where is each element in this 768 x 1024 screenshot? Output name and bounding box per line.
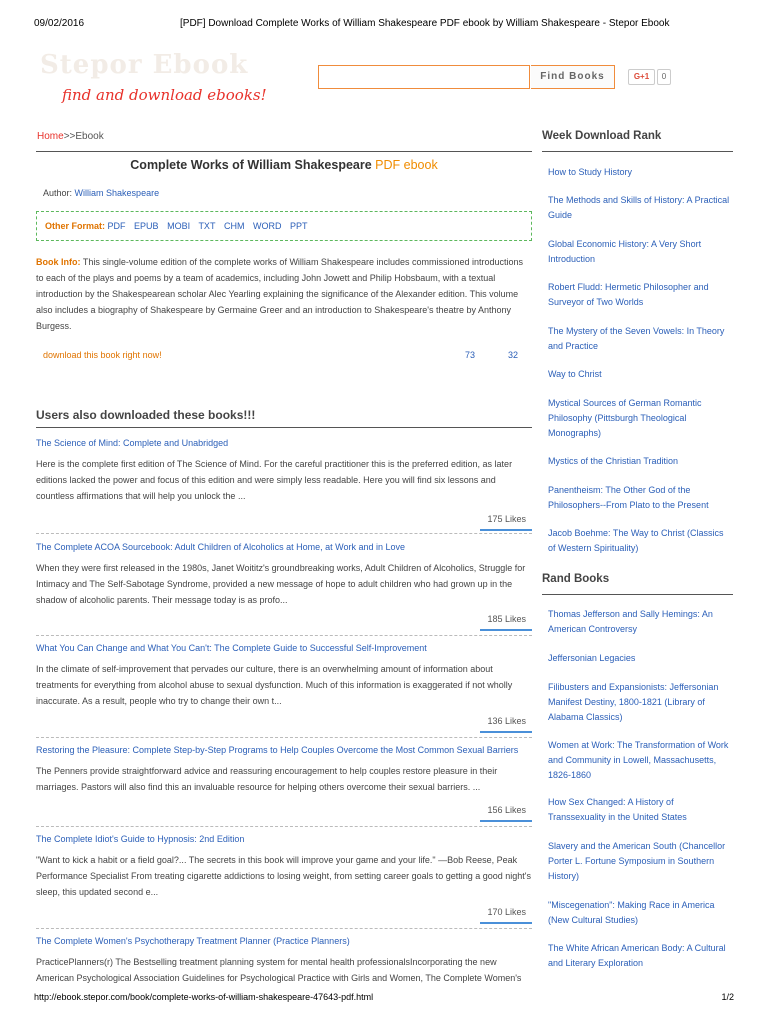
week-rank-item[interactable]: Mystical Sources of German Romantic Philosophy (Pittsburgh Theological Monographs) <box>548 398 702 438</box>
related-title-link[interactable]: What You Can Change and What You Can't: The Complete Guide to Successful Self-Improvement <box>36 643 427 653</box>
breadcrumb-home-link[interactable]: Home <box>37 131 64 142</box>
rand-books-heading: Rand Books <box>542 573 610 585</box>
format-pdf-link[interactable]: PDF <box>107 221 126 231</box>
divider <box>36 635 532 636</box>
related-description: "Want to kick a habit or a field goal?... The secrets in this book will improve your game and your life." —Bob Reese, Peak Performance Specialist From treating cigarette addictions to losing weight, from setting career goals to getting a good night's sleep, this updated second e... <box>36 855 531 897</box>
format-word-link[interactable]: WORD <box>252 221 282 231</box>
divider <box>542 151 733 152</box>
likes-count[interactable]: 170 Likes <box>480 907 532 924</box>
divider <box>36 826 532 827</box>
rand-book-item[interactable]: Women at Work: The Transformation of Work and Community in Lowell, Massachusetts, 1826-1860 <box>548 740 729 780</box>
related-heading: Users also downloaded these books!!! <box>36 408 256 422</box>
book-stat-1[interactable]: 73 <box>465 350 476 360</box>
search-input[interactable] <box>318 65 530 89</box>
breadcrumb-current: Ebook <box>75 131 104 142</box>
print-url: http://ebook.stepor.com/book/complete-works-of-william-shakespeare-47643-pdf.html <box>34 992 374 1002</box>
site-tagline: find and download ebooks! <box>62 86 267 104</box>
related-title-link[interactable]: The Complete Idiot's Guide to Hypnosis: 2nd Edition <box>36 834 245 844</box>
rand-book-item[interactable]: Slavery and the American South (Chancellor Porter L. Fortune Symposium in Southern History) <box>548 841 726 881</box>
related-title-link[interactable]: The Complete ACOA Sourcebook: Adult Children of Alcoholics at Home, at Work and in Love <box>36 542 406 552</box>
rand-book-item[interactable]: Jeffersonian Legacies <box>548 653 636 663</box>
rand-book-item[interactable]: Thomas Jefferson and Sally Hemings: An American Controversy <box>548 609 713 634</box>
print-date: 09/02/2016 <box>34 18 85 29</box>
likes-count[interactable]: 136 Likes <box>480 716 532 733</box>
related-title-link[interactable]: The Science of Mind: Complete and Unabridged <box>36 438 229 448</box>
rand-book-item[interactable]: Filibusters and Expansionists: Jeffersonian Manifest Destiny, 1800-1821 (Library of Alabama Classics) <box>548 682 719 722</box>
book-info-label: Book Info: <box>36 257 81 267</box>
divider <box>542 594 733 595</box>
find-books-button[interactable]: Find Books <box>531 65 615 89</box>
week-rank-item[interactable]: Jacob Boehme: The Way to Christ (Classics of Western Spirituality) <box>548 528 724 553</box>
download-link[interactable]: download this book right now! <box>43 350 162 360</box>
format-ppt-link[interactable]: PPT <box>289 221 308 231</box>
gplus-count: 0 <box>657 69 671 85</box>
author-label: Author: <box>43 188 73 198</box>
list-item <box>36 542 532 624</box>
divider <box>36 427 532 428</box>
format-epub-link[interactable]: EPUB <box>134 221 159 231</box>
rand-book-item[interactable]: How Sex Changed: A History of Transsexuality in the United States <box>548 797 687 822</box>
list-item <box>36 643 532 726</box>
related-title-link[interactable]: Restoring the Pleasure: Complete Step-by-Step Programs to Help Couples Overcome the Most Common Sexual Barriers <box>36 745 519 755</box>
format-txt-link[interactable]: TXT <box>198 221 216 231</box>
week-rank-item[interactable]: Global Economic History: A Very Short Introduction <box>548 239 702 264</box>
related-description: PracticePlanners(r) The Bestselling treatment planning system for mental health professionalsIncorporating the new American Psychological Association Guidelines for Psychological Practice with Girls and Women, The Complete Women's <box>36 957 522 983</box>
week-rank-item[interactable]: How to Study History <box>548 167 633 177</box>
week-rank-item[interactable]: Way to Christ <box>548 369 602 379</box>
related-description: The Penners provide straightforward advice and reassuring encouragement to help couples restore pleasure in their marriages. Pastors will also find this an invaluable resource for helping others overcome their sexual barriers. ... <box>36 766 498 792</box>
print-title: [PDF] Download Complete Works of William Shakespeare PDF ebook by William Shakespeare - Stepor Ebook <box>180 18 670 29</box>
related-description: When they were first released in the 1980s, Janet Woititz's groundbreaking works, Adult Children of Alcoholics, Struggle for Intimacy and The Self-Sabotage Syndrome, provided a new message of hope to adult children who had grown up in the shadow of alcoholic parents. Their message today is as profo... <box>36 563 526 605</box>
week-rank-item[interactable]: Panentheism: The Other God of the Philosophers--From Plato to the Present <box>548 485 709 510</box>
format-chm-link[interactable]: CHM <box>223 221 245 231</box>
list-item <box>36 438 532 524</box>
book-stat-2[interactable]: 32 <box>508 350 519 360</box>
book-info-text: This single-volume edition of the complete works of William Shakespeare includes commissioned introductions to each of the plays and poems by a team of academics, including John Jowett and Philip Hobsbaum, with a textual introduction by the Shakespearean scholar Alec Yearling explaining the significance of the Alexander edition. This volume also includes a biography of Shakespeare by Germaine Greer and an introduction to Shakespeare's theatre by Anthony Burgess. <box>36 257 524 331</box>
rand-book-item[interactable]: The White African American Body: A Cultural and Literary Exploration <box>548 943 726 968</box>
likes-count[interactable]: 185 Likes <box>480 614 532 631</box>
site-logo[interactable]: Stepor Ebook <box>40 50 249 80</box>
week-rank-item[interactable]: The Mystery of the Seven Vowels: In Theory and Practice <box>548 326 725 351</box>
week-rank-heading: Week Download Rank <box>542 130 662 142</box>
book-title-text: Complete Works of William Shakespeare <box>130 158 372 172</box>
list-item <box>36 745 532 815</box>
divider <box>36 737 532 738</box>
author-link[interactable]: William Shakespeare <box>74 188 160 198</box>
print-header <box>34 18 734 32</box>
author-line <box>43 188 159 198</box>
format-mobi-link[interactable]: MOBI <box>167 221 191 231</box>
list-item <box>36 834 532 917</box>
gplus-button[interactable]: G+1 <box>628 69 655 85</box>
week-rank-item[interactable]: Mystics of the Christian Tradition <box>548 456 679 466</box>
related-title-link[interactable]: The Complete Women's Psychotherapy Treatment Planner (Practice Planners) <box>36 936 350 946</box>
page-title <box>36 158 532 172</box>
book-title-suffix: PDF ebook <box>375 158 438 172</box>
week-rank-item[interactable]: Robert Fludd: Hermetic Philosopher and Surveyor of Two Worlds <box>548 282 709 307</box>
rand-book-item[interactable]: "Miscegenation": Making Race in America (New Cultural Studies) <box>548 900 715 925</box>
related-description: In the climate of self-improvement that pervades our culture, there is an overwhelming amount of information about treatments for everything from alcohol abuse to sexual dysfunction. Much of this information is exaggerated if not wholly inaccurate. As a result, people who try to change their own t... <box>36 664 513 706</box>
book-info <box>36 254 532 334</box>
breadcrumb-separator: >> <box>63 131 76 142</box>
breadcrumb <box>37 131 104 142</box>
week-rank-item[interactable]: The Methods and Skills of History: A Practical Guide <box>548 195 730 220</box>
likes-count[interactable]: 175 Likes <box>480 514 532 531</box>
divider <box>36 151 532 152</box>
related-description: Here is the complete first edition of The Science of Mind. For the careful practitioner this is the preferred edition, as later editions lacked the power and focus of this edition and were simply less readable. Here you will find six lessons and countless affirmations that will help you unlock the ... <box>36 459 513 501</box>
print-page-number: 1/2 <box>721 992 734 1002</box>
likes-count[interactable]: 156 Likes <box>480 805 532 822</box>
formats-label: Other Format: <box>45 221 106 231</box>
other-formats-box <box>36 211 532 241</box>
divider <box>36 533 532 534</box>
divider <box>36 928 532 929</box>
